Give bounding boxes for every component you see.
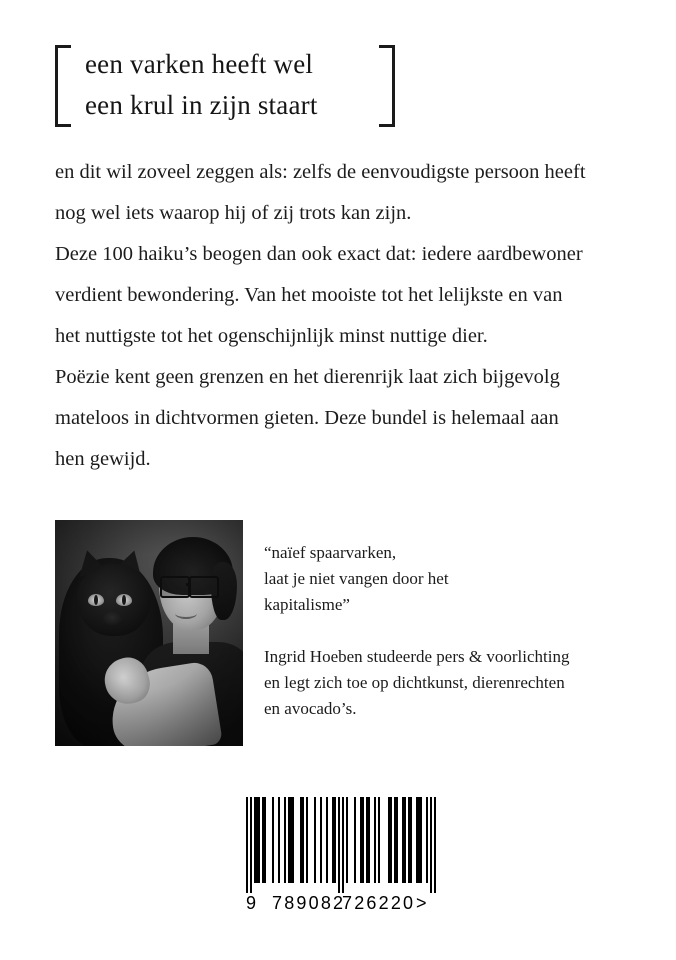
quote-line: kapitalisme” (264, 595, 350, 614)
poem-quote (264, 540, 569, 618)
barcode-right-group: 726220 (342, 893, 416, 913)
blurb-line: Poëzie kent geen grenzen en het dierenrijk laat zich bijgevolg (55, 366, 560, 388)
blurb-line: het nuttigste tot het ogenschijnlijk minst nuttige dier. (55, 325, 488, 347)
bio-line: en avocado’s. (264, 699, 357, 718)
title-line-1: een varken heeft wel (85, 49, 314, 79)
blurb-text (55, 152, 635, 480)
quote-line: “naïef spaarvarken, (264, 543, 397, 562)
author-photo (55, 520, 243, 746)
title-line-2: een krul in zijn staart (85, 90, 318, 120)
quote-line: laat je niet vangen door het (264, 569, 449, 588)
title-block (55, 45, 395, 127)
blurb-line: en dit wil zoveel zeggen als: zelfs de eenvoudigste persoon heeft (55, 161, 586, 183)
bio-line: Ingrid Hoeben studeerde pers & voorlichting (264, 647, 570, 666)
author-photo-image (55, 520, 243, 746)
blurb-line: Deze 100 haiku’s beogen dan ook exact dat: iedere aardbewoner (55, 243, 583, 265)
blurb-line: verdient bewondering. Van het mooiste tot het lelijkste en van (55, 284, 563, 306)
barcode-bars (246, 797, 436, 893)
blurb-line: nog wel iets waarop hij of zij trots kan zijn. (55, 202, 412, 224)
author-side-text (264, 540, 569, 722)
author-bio (264, 644, 569, 722)
bio-line: en legt zich toe op dichtkunst, dierenrechten (264, 673, 565, 692)
isbn-barcode (246, 797, 436, 915)
barcode-tail-mark: > (416, 893, 427, 913)
blurb-line: hen gewijd. (55, 448, 151, 470)
bracket-left-icon (55, 45, 71, 127)
barcode-lead-digit: 9 (246, 893, 257, 913)
barcode-digits (246, 893, 436, 915)
barcode-left-group: 789082 (272, 893, 346, 913)
title-lines (85, 44, 385, 126)
blurb-line: mateloos in dichtvormen gieten. Deze bundel is helemaal aan (55, 407, 559, 429)
